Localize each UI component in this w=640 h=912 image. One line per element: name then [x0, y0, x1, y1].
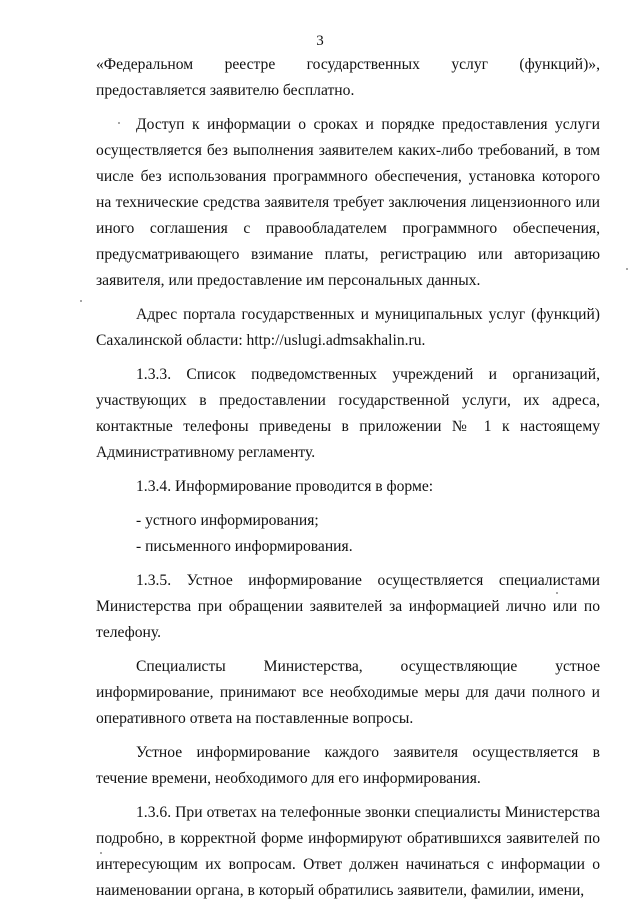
paragraph-oral-duration: Устное информирование каждого заявителя осуществляется в течение времени, необходимого для его информирования. [96, 744, 600, 787]
list-item-written: - письменного информирования. [136, 538, 353, 555]
scan-speck [118, 122, 120, 124]
paragraph-access-info: Доступ к информации о сроках и порядке предоставления услуги осуществляется без выполнения заявителем каких-либо требований, в том числе без использования программного обеспечения, установка которого на технические средства заявителя требует заключения лицензионного или иного соглашения с правообладателем программного обеспечения, предусматривающего взимание платы, регистрацию или авторизацию заявителя, или предоставление им персональных данных. [96, 116, 600, 289]
scan-speck [556, 592, 558, 594]
paragraph-1-3-4: 1.3.4. Информирование проводится в форме: [136, 478, 434, 495]
paragraph-1-3-3: 1.3.3. Список подведомственных учреждений и организаций, участвующих в предоставлении государственной услуги, их адреса, контактные телефоны приведены в приложении № 1 к настоящему Административному регламенту. [96, 366, 600, 461]
paragraph-1-3-6: 1.3.6. При ответах на телефонные звонки специалисты Министерства подробно, в корректной форме информируют обратившихся заявителей по интересующим их вопросам. Ответ должен начинаться с информации о наименовании органа, в который обратились заявители, фамилии, имени, [96, 804, 600, 899]
list-item-oral: - устного информирования; [136, 512, 319, 529]
scan-speck [626, 268, 628, 270]
paragraph-continuation: «Федеральном реестре государственных услуг (функций)», предоставляется заявителю бесплатно. [96, 56, 600, 99]
scan-speck [80, 300, 82, 302]
paragraph-1-3-5: 1.3.5. Устное информирование осуществляется специалистами Министерства при обращении заявителей за информацией лично или по телефону. [96, 572, 600, 641]
page-number: 3 [316, 33, 324, 49]
scan-speck [100, 852, 102, 854]
document-body [96, 52, 600, 912]
paragraph-portal-address: Адрес портала государственных и муниципальных услуг (функций) Сахалинской области: http://uslugi.admsakhalin.ru. [96, 306, 600, 349]
paragraph-ministry-specialists: Специалисты Министерства, осуществляющие устное информирование, принимают все необходимые меры для дачи полного и оперативного ответа на поставленные вопросы. [96, 658, 600, 727]
